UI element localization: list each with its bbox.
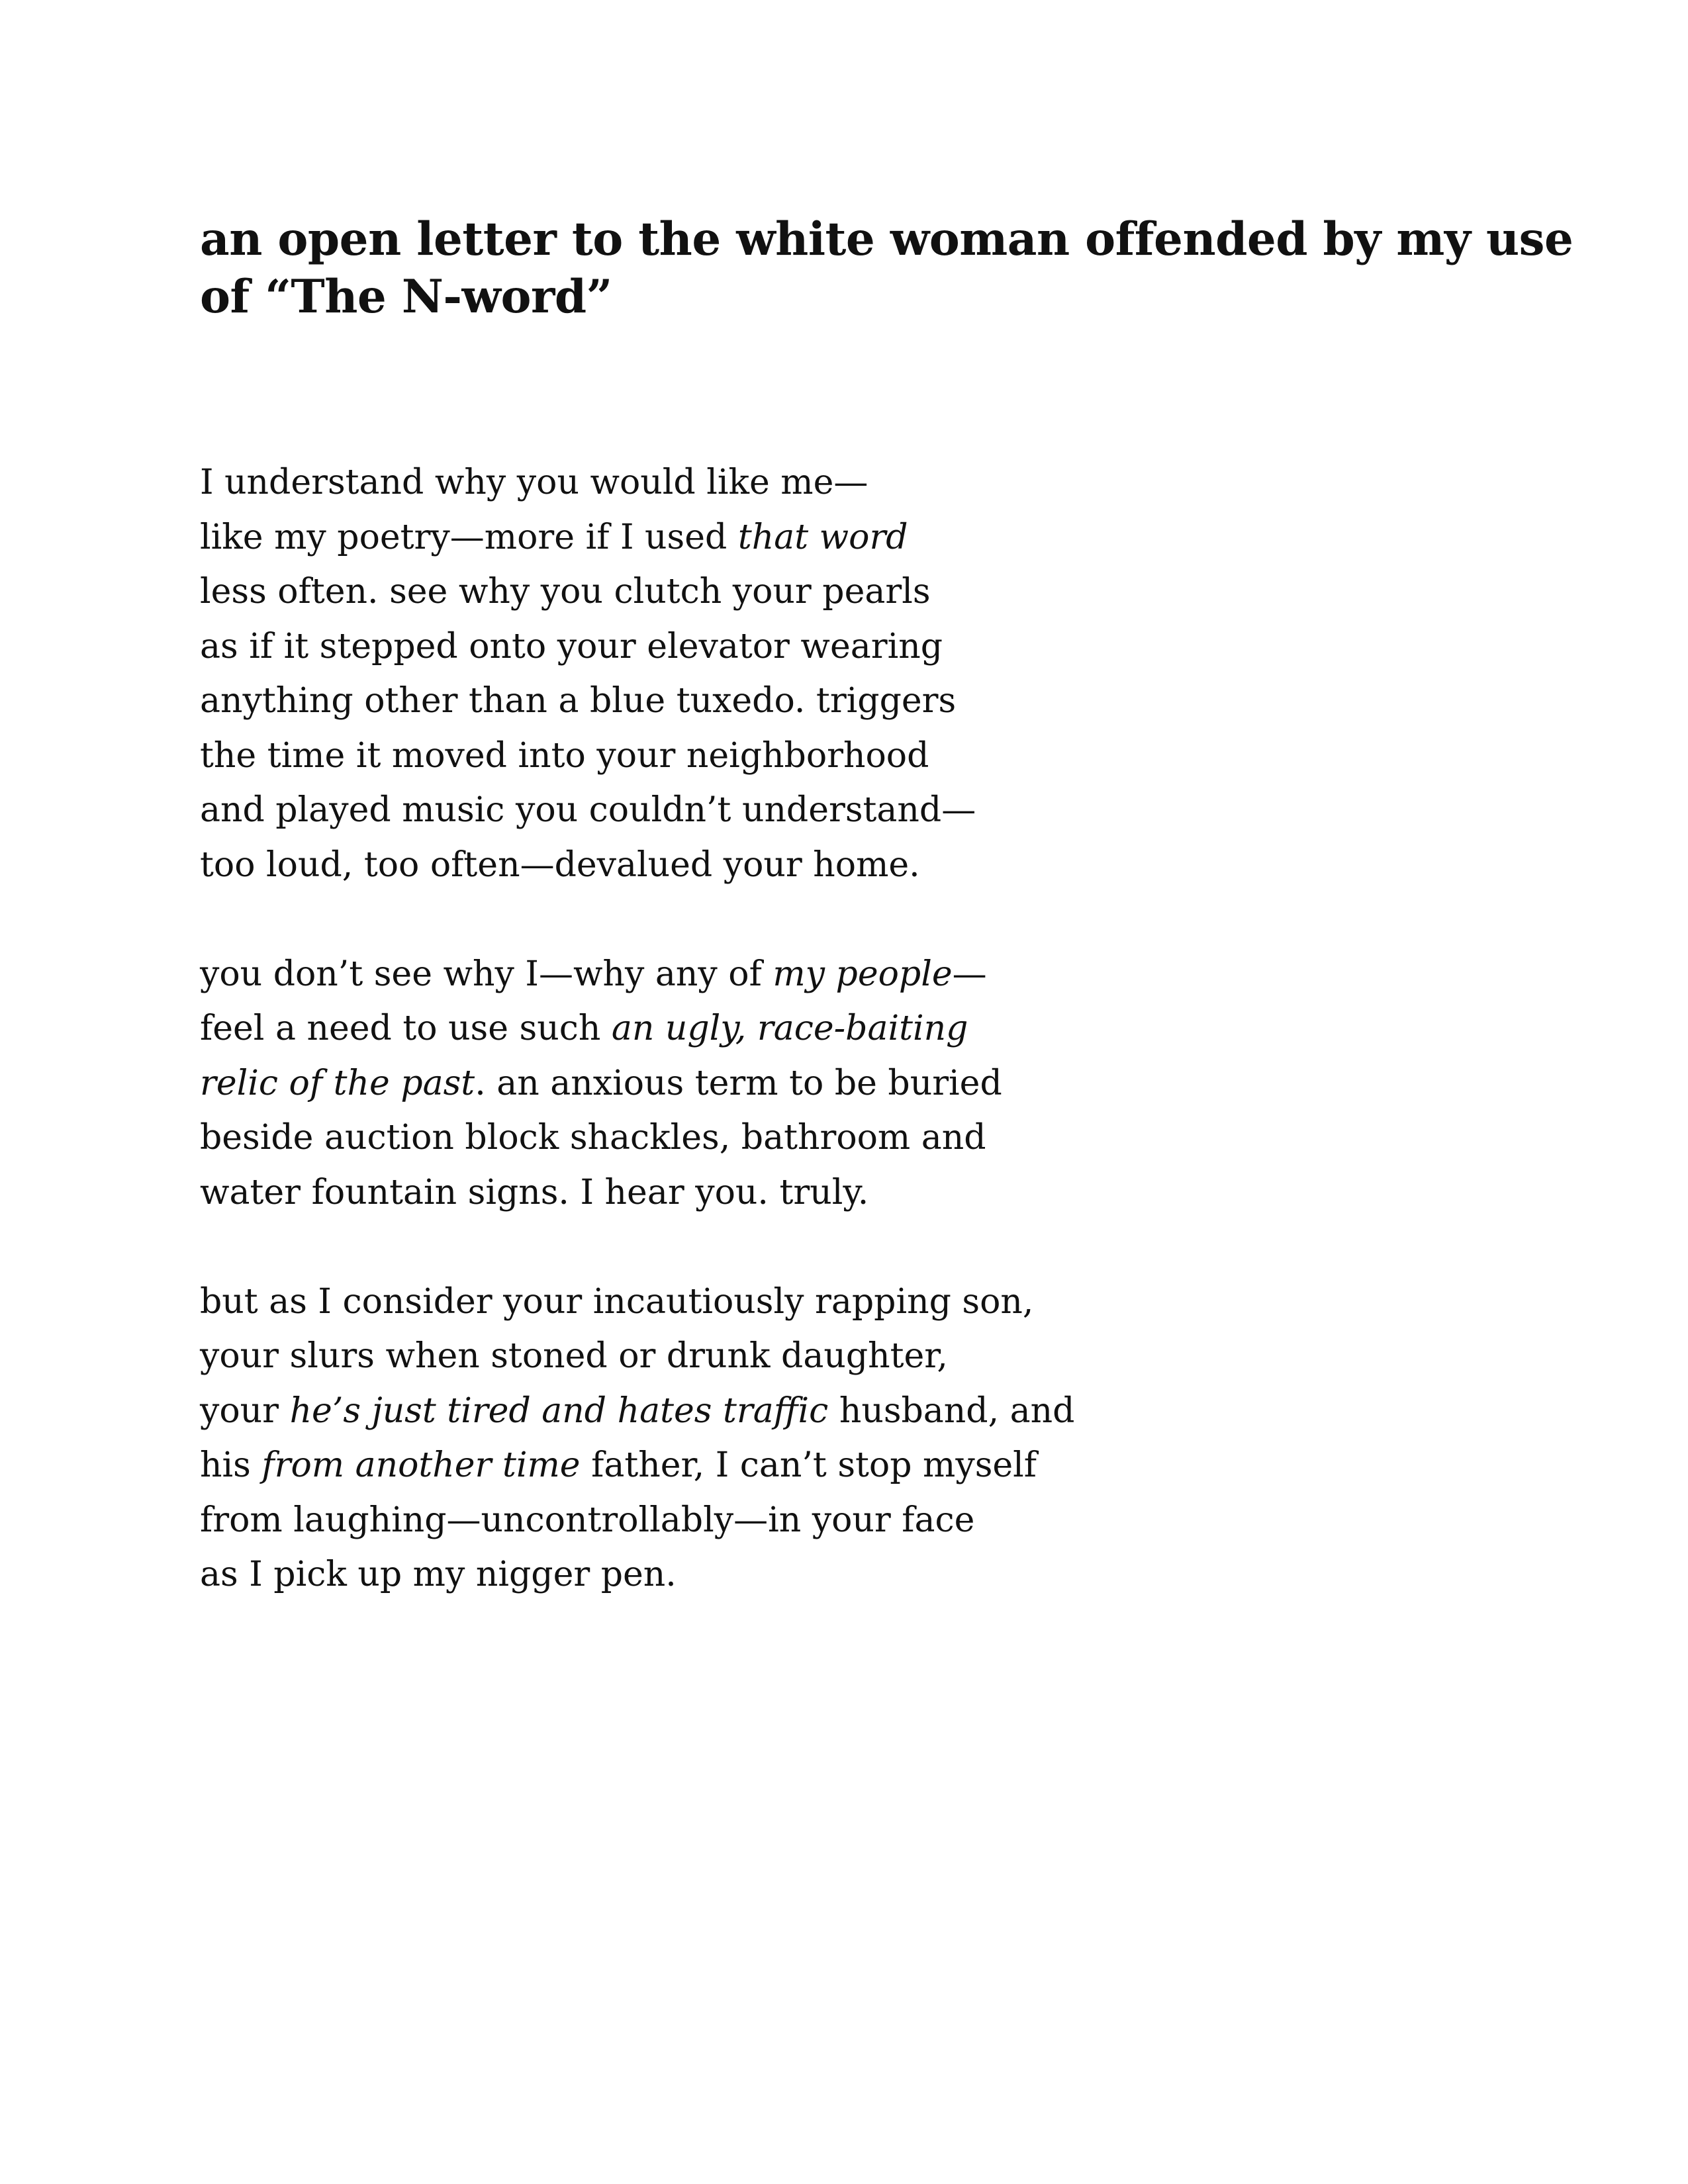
poem-line [200,674,1590,729]
poem-line [200,510,1590,565]
line-text: his [200,1445,262,1485]
title-line-1: an open letter to the white woman offended by my use [200,212,1573,266]
line-text: I understand why you would like me— [200,463,868,502]
stanza-2 [200,947,1590,1220]
line-text: as if it stepped onto your elevator wearing [200,626,943,666]
line-text: the time it moved into your neighborhood [200,735,929,776]
poem-line [200,1001,1590,1056]
poem-line [200,565,1590,619]
italic-phrase: that word [737,517,908,557]
poem-line [200,1056,1590,1111]
poem-line [200,1329,1590,1384]
line-text: as I pick up my nigger pen. [200,1555,677,1594]
poem-body [200,455,1590,1657]
poem-line [200,619,1590,674]
poem-line [200,947,1590,1002]
poem-line [200,1165,1590,1220]
stanza-1 [200,455,1590,892]
line-text: too loud, too often—devalued your home. [200,844,920,885]
italic-phrase: an ugly, race-baiting [611,1009,968,1048]
line-text: your [200,1390,290,1431]
line-text: your slurs when stoned or drunk daughter, [200,1336,948,1376]
line-text: — [952,954,987,994]
stanza-3 [200,1275,1590,1602]
poem-line [200,1547,1590,1602]
line-text: from laughing—uncontrollably—in your face [200,1500,975,1540]
line-text: . an anxious term to be buried [475,1063,1002,1103]
line-text: but as I consider your incautiously rapping son, [200,1281,1034,1322]
italic-phrase: from another time [261,1445,581,1485]
line-text: husband, and [828,1390,1075,1431]
line-text: less often. see why you clutch your pearls [200,572,931,612]
poem-line [200,1384,1590,1439]
line-text: you don’t see why I—why any of [200,954,773,994]
poem-line [200,783,1590,838]
poem-line [200,838,1590,893]
poem-line [200,1438,1590,1493]
line-text: anything other than a blue tuxedo. triggers [200,681,957,721]
poem-line [200,455,1590,510]
line-text: like my poetry—more if I used [200,517,738,557]
line-text: water fountain signs. I hear you. truly. [200,1172,869,1212]
italic-phrase: relic of the past [200,1063,475,1103]
line-text: feel a need to use such [200,1009,612,1048]
poem-line [200,1275,1590,1330]
poem-line [200,1493,1590,1548]
poem-line [200,1111,1590,1165]
line-text: beside auction block shackles, bathroom and [200,1118,986,1158]
line-text: father, I can’t stop myself [580,1445,1037,1485]
poem-line [200,729,1590,784]
italic-phrase: he’s just tired and hates traffic [289,1390,829,1431]
line-text: and played music you couldn’t understand— [200,790,976,830]
italic-phrase: my people [773,954,953,994]
poem-title [200,210,1630,326]
title-line-2: of “The N-word” [200,270,612,324]
